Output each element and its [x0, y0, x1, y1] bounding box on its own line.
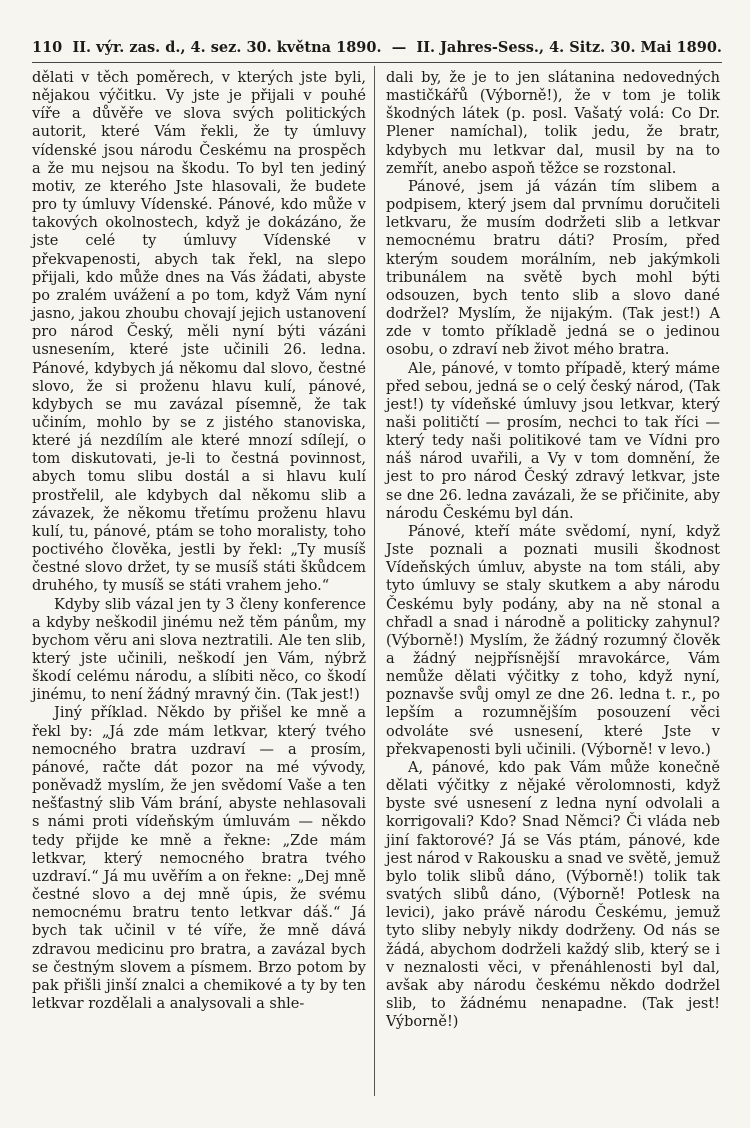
header-separator: —	[391, 38, 407, 56]
right-paragraph-4: Pánové, kteří máte svědomí, nyní, když Jste poznali a poznati musili škodnost Vídeňských úmluv, abyste na tom stáli, aby tyto úmluvy se staly skutkem a aby národu Českému byly podány, aby na ně stonal a chřadl a snad i národně a politicky zahynul? (Výborně!) Myslím, že žádný rozumný člověk a žádný nejpřísnější mravokárce, Vám nemůže dělati výčitky z toho, když nyní, poznavše svůj omyl ze dne 26. ledna t. r., po lepším a rozumnějším posouzení věci odvoláte své usnesení, které Jste v překvapenosti byli učinili. (Výborně! v levo.)	[386, 523, 720, 758]
right-paragraph-1: dali by, že je to jen slátanina nedovedných mastičkářů (Výborně!), že v tom je tolik škodných látek (p. posl. Vašatý volá: Co Dr. Plener namíchal), tolik jedu, že bratr, kdybych mu letkvar dal, musil by na to zemřít, anebo aspoň těžce se rozstonal.	[386, 70, 720, 177]
right-paragraph-3: Ale, pánové, v tomto případě, který máme před sebou, jedná se o celý český národ, (Tak jest!) ty vídeňské úmluvy jsou letkvar, který naši političtí — prosím, nechci to tak říci — který tedy naši politikové tam ve Vídni pro náš národ uvařili, a Vy v tom domnění, že jest to pro národ Český zdravý letkvar, jste se dne 26. ledna zavázali, že se přičinite, aby národu Českému byl dán.	[386, 360, 720, 522]
column-divider	[374, 66, 375, 1096]
left-paragraph-3: Jiný příklad. Někdo by přišel ke mně a řekl by: „Já zde mám letkvar, který tvého nemocného bratra uzdraví — a prosím, pánové, račte dát pozor na mé vývody, poněvadž myslím, že jen svědomí Vaše a ten nešťastný slib Vám brání, abyste nehlasovali s námi proti vídeňským úmluvám — někdo tedy přijde ke mně a řekne: „Zde mám letkvar, který nemocného bratra tvého uzdraví.“ Já mu uvěřím a on řekne: „Dej mně čestné slovo a dej mně úpis, že svému nemocnému bratru tento letkvar dáš.“ Já bych tak učinil v té víře, že mně dává zdravou medicinu pro bratra, a zavázal bych se čestným slovem a písmem. Brzo potom by pak přišli jinší znalci a chemikové a ty by ten letkvar rozdělali a analysovali a shle-	[32, 705, 366, 1012]
right-column	[386, 69, 720, 1031]
running-header	[32, 34, 722, 60]
page-number: 110	[32, 38, 63, 56]
header-right-reference: II. Jahres-Sess., 4. Sitz. 30. Mai 1890.	[416, 38, 722, 56]
left-paragraph-1: dělati v těch poměrech, v kterých jste byli, nějakou výčitku. Vy jste je přijali v pouhé víře a důvěře ve slova svých politických autorit, které Vám řekli, že ty úmluvy vídenské jsou národu Českému na prospěch a že mu nejsou na škodu. To byl ten jediný motiv, ze kterého Jste hlasovali, že budete pro ty úmluvy Vídenské. Pánové, kdo může v takových okolnostech, když je dokázáno, že jste celé ty úmluvy Vídenské v překvapenosti, abych tak řekl, na slepo přijali, kdo může dnes na Vás žádati, abyste po zralém uvážení a po tom, když Vám nyní jasno, jakou zhoubu chovají jejich ustanovení pro národ Český, měli nyní býti vázáni usnesením, které jste učinili 26. ledna. Pánové, kdybych já někomu dal slovo, čestné slovo, že si proženu hlavu kulí, pánové, kdybych se mu zavázal písemně, že tak učiním, mohlo by se z jistého stanoviska, které já nezdílím ale které mnozí sdílejí, o tom diskutovati, je-li to čestná povinnost, abych tomu slibu dostál a si hlavu kulí prostřelil, ale kdybych dal někomu slib a závazek, že někomu třetímu proženu hlavu kulí, tu, pánové, ptám se toho moralisty, toho poctivého člověka, jestli by řekl: „Ty musíš čestné slovo držet, ty se musíš státi škůdcem druhého, ty musíš se státi vrahem jeho.“	[32, 70, 366, 595]
header-left-reference: II. výr. zas. d., 4. sez. 30. května 1890.	[72, 38, 382, 56]
header-rule	[32, 62, 722, 63]
left-column	[32, 69, 366, 1013]
right-paragraph-5: A, pánové, kdo pak Vám může konečně dělati výčitky z nějaké věrolomnosti, když byste své usnesení z ledna nyní odvolali a korrigovali? Kdo? Snad Němci? Či vláda neb jiní faktorové? Já se Vás ptám, pánové, kde jest národ v Rakousku a snad ve světě, jemuž bylo tolik slibů dáno, (Výborně!) tolik tak svatých slibů dáno, (Výborně! Potlesk na levici), jako právě národu Českému, jemuž tyto sliby nebyly nikdy dodrženy. Od nás se žádá, abychom dodrželi každý slib, který se i v neznalosti věci, v přenáhlenosti byl dal, avšak aby národu českému někdo dodržel slib, to žádnému nenapadne. (Tak jest! Výborně!)	[386, 759, 720, 1031]
left-paragraph-2: Kdyby slib vázal jen ty 3 členy konference a kdyby neškodil jinému než těm pánům, my bychom věru ani slova neztratili. Ale ten slib, který jste učinili, neškodí jen Vám, nýbrž škodí celému národu, a slíbiti něco, co škodí jinému, to není žádný mravný čin. (Tak jest!)	[32, 596, 366, 704]
right-paragraph-2: Pánové, jsem já vázán tím slibem a podpisem, který jsem dal prvnímu doručiteli letkvaru, že musím dodržeti slib a letkvar nemocnému bratru dáti? Prosím, před kterým soudem morálním, neb jakýmkoli tribunálem na světě bych mohl býti odsouzen, bych tento slib a slovo dané dodržel? Myslím, že nijakým. (Tak jest!) A zde v tomto příkladě jedná se o jedinou osobu, o zdraví neb život mého bratra.	[386, 178, 720, 359]
